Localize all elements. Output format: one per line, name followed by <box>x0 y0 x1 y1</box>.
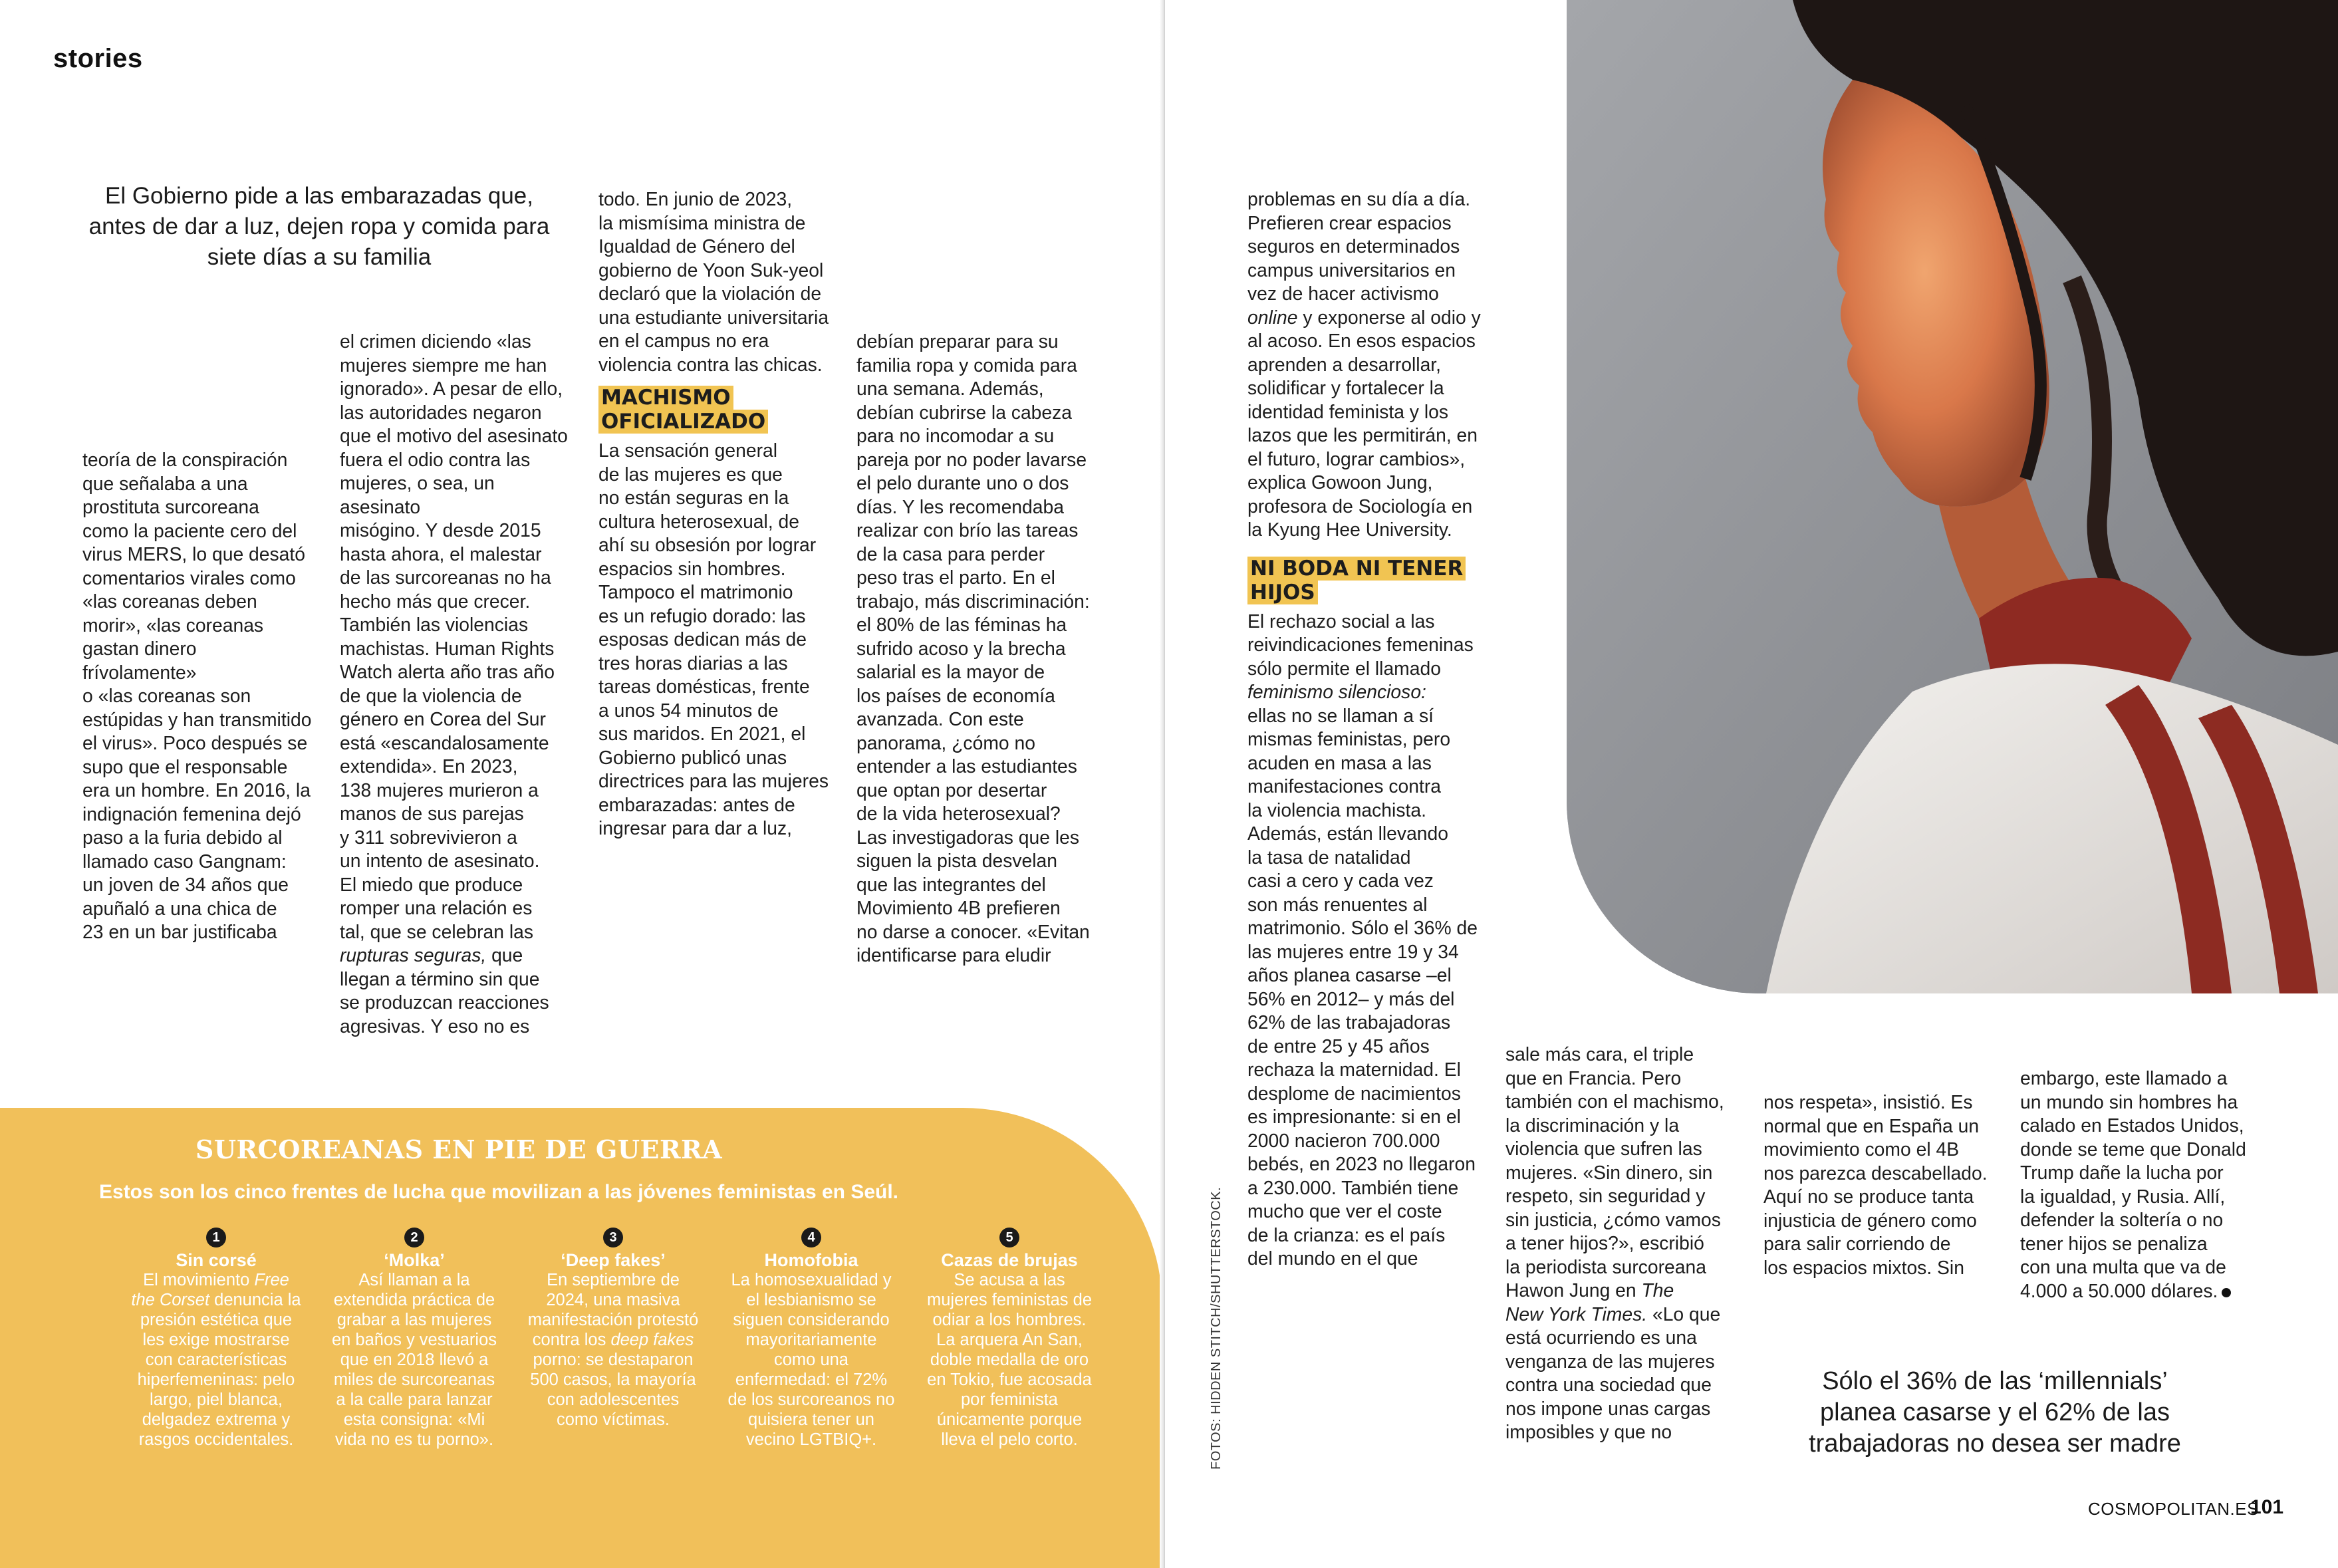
number-badge: 3 <box>603 1228 623 1247</box>
column-text: teoría de la conspiración que señalaba a una prostituta surcoreana como la paciente cero del virus MERS, lo que desató comentarios virales como «las coreanas deben morir», «las coreanas gastan dinero frívolamente» o «las coreanas son estúpidas y han transmitido el virus». Poco después se supo que el responsable era un hombre. En 2016, la indignación femenina dejó paso a la furia debido al llamado caso Gangnam: un joven de 34 años que apuñaló a una chica de 23 en un bar justificaba <box>82 449 312 942</box>
front-item-1 <box>130 1226 303 1450</box>
pull-quote-right: Sólo el 36% de las ‘millennials’ planea casarse y el 62% de las trabajadoras no desea ser madre <box>1809 1367 2181 1458</box>
text-run: ellas no se llaman a sí mismas feministas, pero acuden en masa a las manifestaciones contra la violencia machista. Además, están llevando la tasa de natalidad casi a cero y cada vez son más renuentes al matrimonio. Sólo el 36% de las mujeres entre 19 y 34 años planea casarse –el 56% en 2012– y más del 62% de las trabajadoras de entre 25 y 45 años rechaza la maternidad. El desplome de nacimientos es impresionante: si en el 2000 nacieron 700.000 bebés, en 2023 no llegaron a 230.000. También tiene mucho que ver el coste de la crianza: es el país del mundo en el que <box>1247 704 1478 1269</box>
subhead-machismo <box>598 386 841 434</box>
front-item-3 <box>527 1226 700 1430</box>
photo-credit: FOTOS: HIDDEN STITCH/SHUTTERSTOCK. <box>1209 1186 1224 1470</box>
front-text: denuncia la presión estética que les exige mostrarse con características hiperfemeninas: pelo largo, piel blanca, delgadez extrema y rasgos occidentales. <box>137 1291 301 1449</box>
page-number: 101 <box>2250 1496 2284 1518</box>
italic-text: feminismo silencioso: <box>1247 681 1426 702</box>
column-text: debían preparar para su familia ropa y comida para una semana. Además, debían cubrirse la cabeza para no incomodar a su pareja por no poder lavarse el pelo durante uno o dos días. Y les recomendaba realizar con brío las tareas de la casa para perder peso tras el parto. En el trabajo, más discriminación: el 80% de las féminas ha sufrido acoso y la brecha salarial es la mayor de los países de economía avanzada. Con este panorama, ¿cómo no entender a las estudiantes que optan por desertar de la vida heterosexual? Las investigadoras que les siguen la pista desvelan que las integrantes del Movimiento 4B prefieren no darse a conocer. «Evitan identificarse para eludir <box>856 330 1090 966</box>
text-run: sale más cara, el triple que en Francia. Pero también con el machismo, la discriminación y la violencia que sufren las mujeres. «Sin dinero, sin respeto, sin seguridad y sin justicia, ¿cómo vamos a tener hijos?», escribió la periodista surcoreana Hawon Jung en <box>1505 1043 1724 1301</box>
text-run: el crimen diciendo «las mujeres siempre me han ignorado». A pesar de ello, las autoridades negaron que el motivo del asesinato fuera el odio contra las mujeres, o sea, un asesinato misógino. Y desde 2015 hasta ahora, el malestar de las surcoreanas no ha hecho más que crecer. También las violencias machistas. Human Rights Watch alerta año tras año de que la violencia de género en Corea del Sur está «escandalosamente extendida». En 2023, 138 mujeres murieron a manos de sus parejas y 311 sobrevivieron a un intento de asesinato. El miedo que produce romper una relación es tal, que se celebran las <box>340 330 568 942</box>
front-text: Así llaman a la extendida práctica de grabar a las mujeres en baños y vestuarios que en 2018 llevó a miles de surcoreanas a la calle para lanzar esta consigna: «Mi vida no es tu porno». <box>331 1271 497 1449</box>
italic-text: deep fakes <box>610 1331 694 1349</box>
front-text: La homosexualidad y el lesbianismo se siguen considerando mayoritariamente como una enfermedad: el 72% de los surcoreanos no quisiera tener un vecino LGTBIQ+. <box>727 1271 895 1449</box>
portrait-illustration <box>1567 0 2338 993</box>
column-text <box>1247 610 1494 1271</box>
article-column-6 <box>1505 1043 1752 1444</box>
front-title: Cazas de brujas <box>941 1250 1078 1270</box>
text-run: «Lo que está ocurriendo es una venganza de las mujeres contra una sociedad que nos impone unas cargas imposibles y que no <box>1505 1303 1721 1442</box>
footer-magazine: COSMOPOLITAN.ES <box>2088 1499 2259 1519</box>
italic-text: online <box>1247 306 1298 328</box>
front-item-2 <box>328 1226 501 1450</box>
column-text: nos respeta», insistió. Es normal que en España un movimiento como el 4B nos parezca descabellado. Aquí no se produce tanta injusticia de género como para salir corriendo de los espacios mixtos. Sin <box>1763 1091 1988 1278</box>
text-run: problemas en su día a día. Prefieren crear espacios seguros en determinados campus universitarios en vez de hacer activismo <box>1247 188 1471 304</box>
article-column-8 <box>2020 1067 2273 1303</box>
column-text: todo. En junio de 2023, la mismísima ministra de Igualdad de Género del gobierno de Yoon Suk-yeol declaró que la violación de una estudiante universitaria en el campus no era violencia contra las chicas. <box>598 188 829 375</box>
column-text: La sensación general de las mujeres es que no están seguras en la cultura heterosexual, de ahí su obsesión por lograr espacios sin hombres. Tampoco el matrimonio es un refugio dorado: las esposas dedican más de tres horas diarias a las tareas domésticas, frente a unos 54 minutos de sus maridos. En 2021, el Gobierno publicó unas directrices para las mujeres embarazadas: antes de ingresar para dar a luz, <box>598 440 829 839</box>
article-column-4 <box>856 330 1099 968</box>
article-column-1 <box>82 448 315 944</box>
number-badge: 4 <box>801 1228 821 1247</box>
front-title: Sin corsé <box>176 1250 257 1270</box>
italic-text: Free the Corset <box>131 1271 289 1309</box>
article-column-5 <box>1247 188 1494 1271</box>
text-run: El rechazo social a las reivindicaciones femeninas sólo permite el llamado <box>1247 610 1474 679</box>
front-text: porno: se destaparon 500 casos, la mayoría con adolescentes como víctimas. <box>530 1351 696 1429</box>
italic-text: rupturas seguras, <box>340 944 487 966</box>
front-text: Se acusa a las mujeres feministas de odiar a los hombres. La arquera An San, doble medalla de oro en Tokio, fue acosada por feminista únicamente porque lleva el pelo corto. <box>926 1271 1092 1449</box>
column-text <box>1247 188 1494 542</box>
left-page <box>0 0 1162 1568</box>
text-run: y exponerse al odio y al acoso. En esos espacios aprenden a desarrollar, solidificar y fortalecer la identidad feminista y los lazos que les permitirán, en el futuro, lograr cambios», explica Gowoon Jung, profesora de Sociología en la Kyung Hee University. <box>1247 306 1481 540</box>
number-badge: 2 <box>404 1228 424 1247</box>
front-item-4 <box>725 1226 898 1450</box>
article-column-2 <box>340 330 579 1038</box>
text-run: que llegan a término sin que se produzcan reacciones agresivas. Y eso no es <box>340 944 549 1037</box>
end-mark-icon <box>2222 1288 2231 1297</box>
column-text <box>340 330 579 1038</box>
subhead-ni-boda <box>1247 557 1494 604</box>
number-badge: 1 <box>206 1228 226 1247</box>
box-subtitle: Estos son los cinco frentes de lucha que movilizan a las jóvenes feministas en Seúl. <box>98 1181 899 1203</box>
front-title: Homofobia <box>764 1250 858 1270</box>
subhead-label: NI BODA NI TENER HIJOS <box>1247 557 1466 604</box>
column-text <box>2020 1067 2273 1303</box>
article-column-3 <box>598 188 841 841</box>
front-text: En septiembre de 2024, una masiva manifestación protestó contra los <box>527 1271 699 1349</box>
front-text: El movimiento <box>143 1271 255 1289</box>
pull-quote-left: El Gobierno pide a las embarazadas que, antes de dar a luz, dejen ropa y comida para siete días a su familia <box>88 183 550 270</box>
front-title: ‘Deep fakes’ <box>561 1250 666 1270</box>
number-badge: 5 <box>999 1228 1019 1247</box>
article-column-7 <box>1763 1091 2010 1279</box>
text-run: embargo, este llamado a un mundo sin hombres ha calado en Estados Unidos, donde se teme que Donald Trump dañe la lucha por la igualdad, y Rusia. Allí, defender la soltería o no tener hijos se penaliza con una multa que va de 4.000 a 50.000 dólares. <box>2020 1067 2246 1301</box>
portrait-photo <box>1567 0 2338 993</box>
front-item-5 <box>923 1226 1096 1450</box>
box-title: SURCOREANAS EN PIE DE GUERRA <box>195 1134 723 1164</box>
subhead-label: MACHISMO OFICIALIZADO <box>598 386 768 434</box>
column-text <box>1505 1043 1752 1444</box>
front-title: ‘Molka’ <box>384 1250 445 1270</box>
section-label: stories <box>53 44 143 73</box>
italic-text: The New York Times. <box>1505 1279 1674 1325</box>
